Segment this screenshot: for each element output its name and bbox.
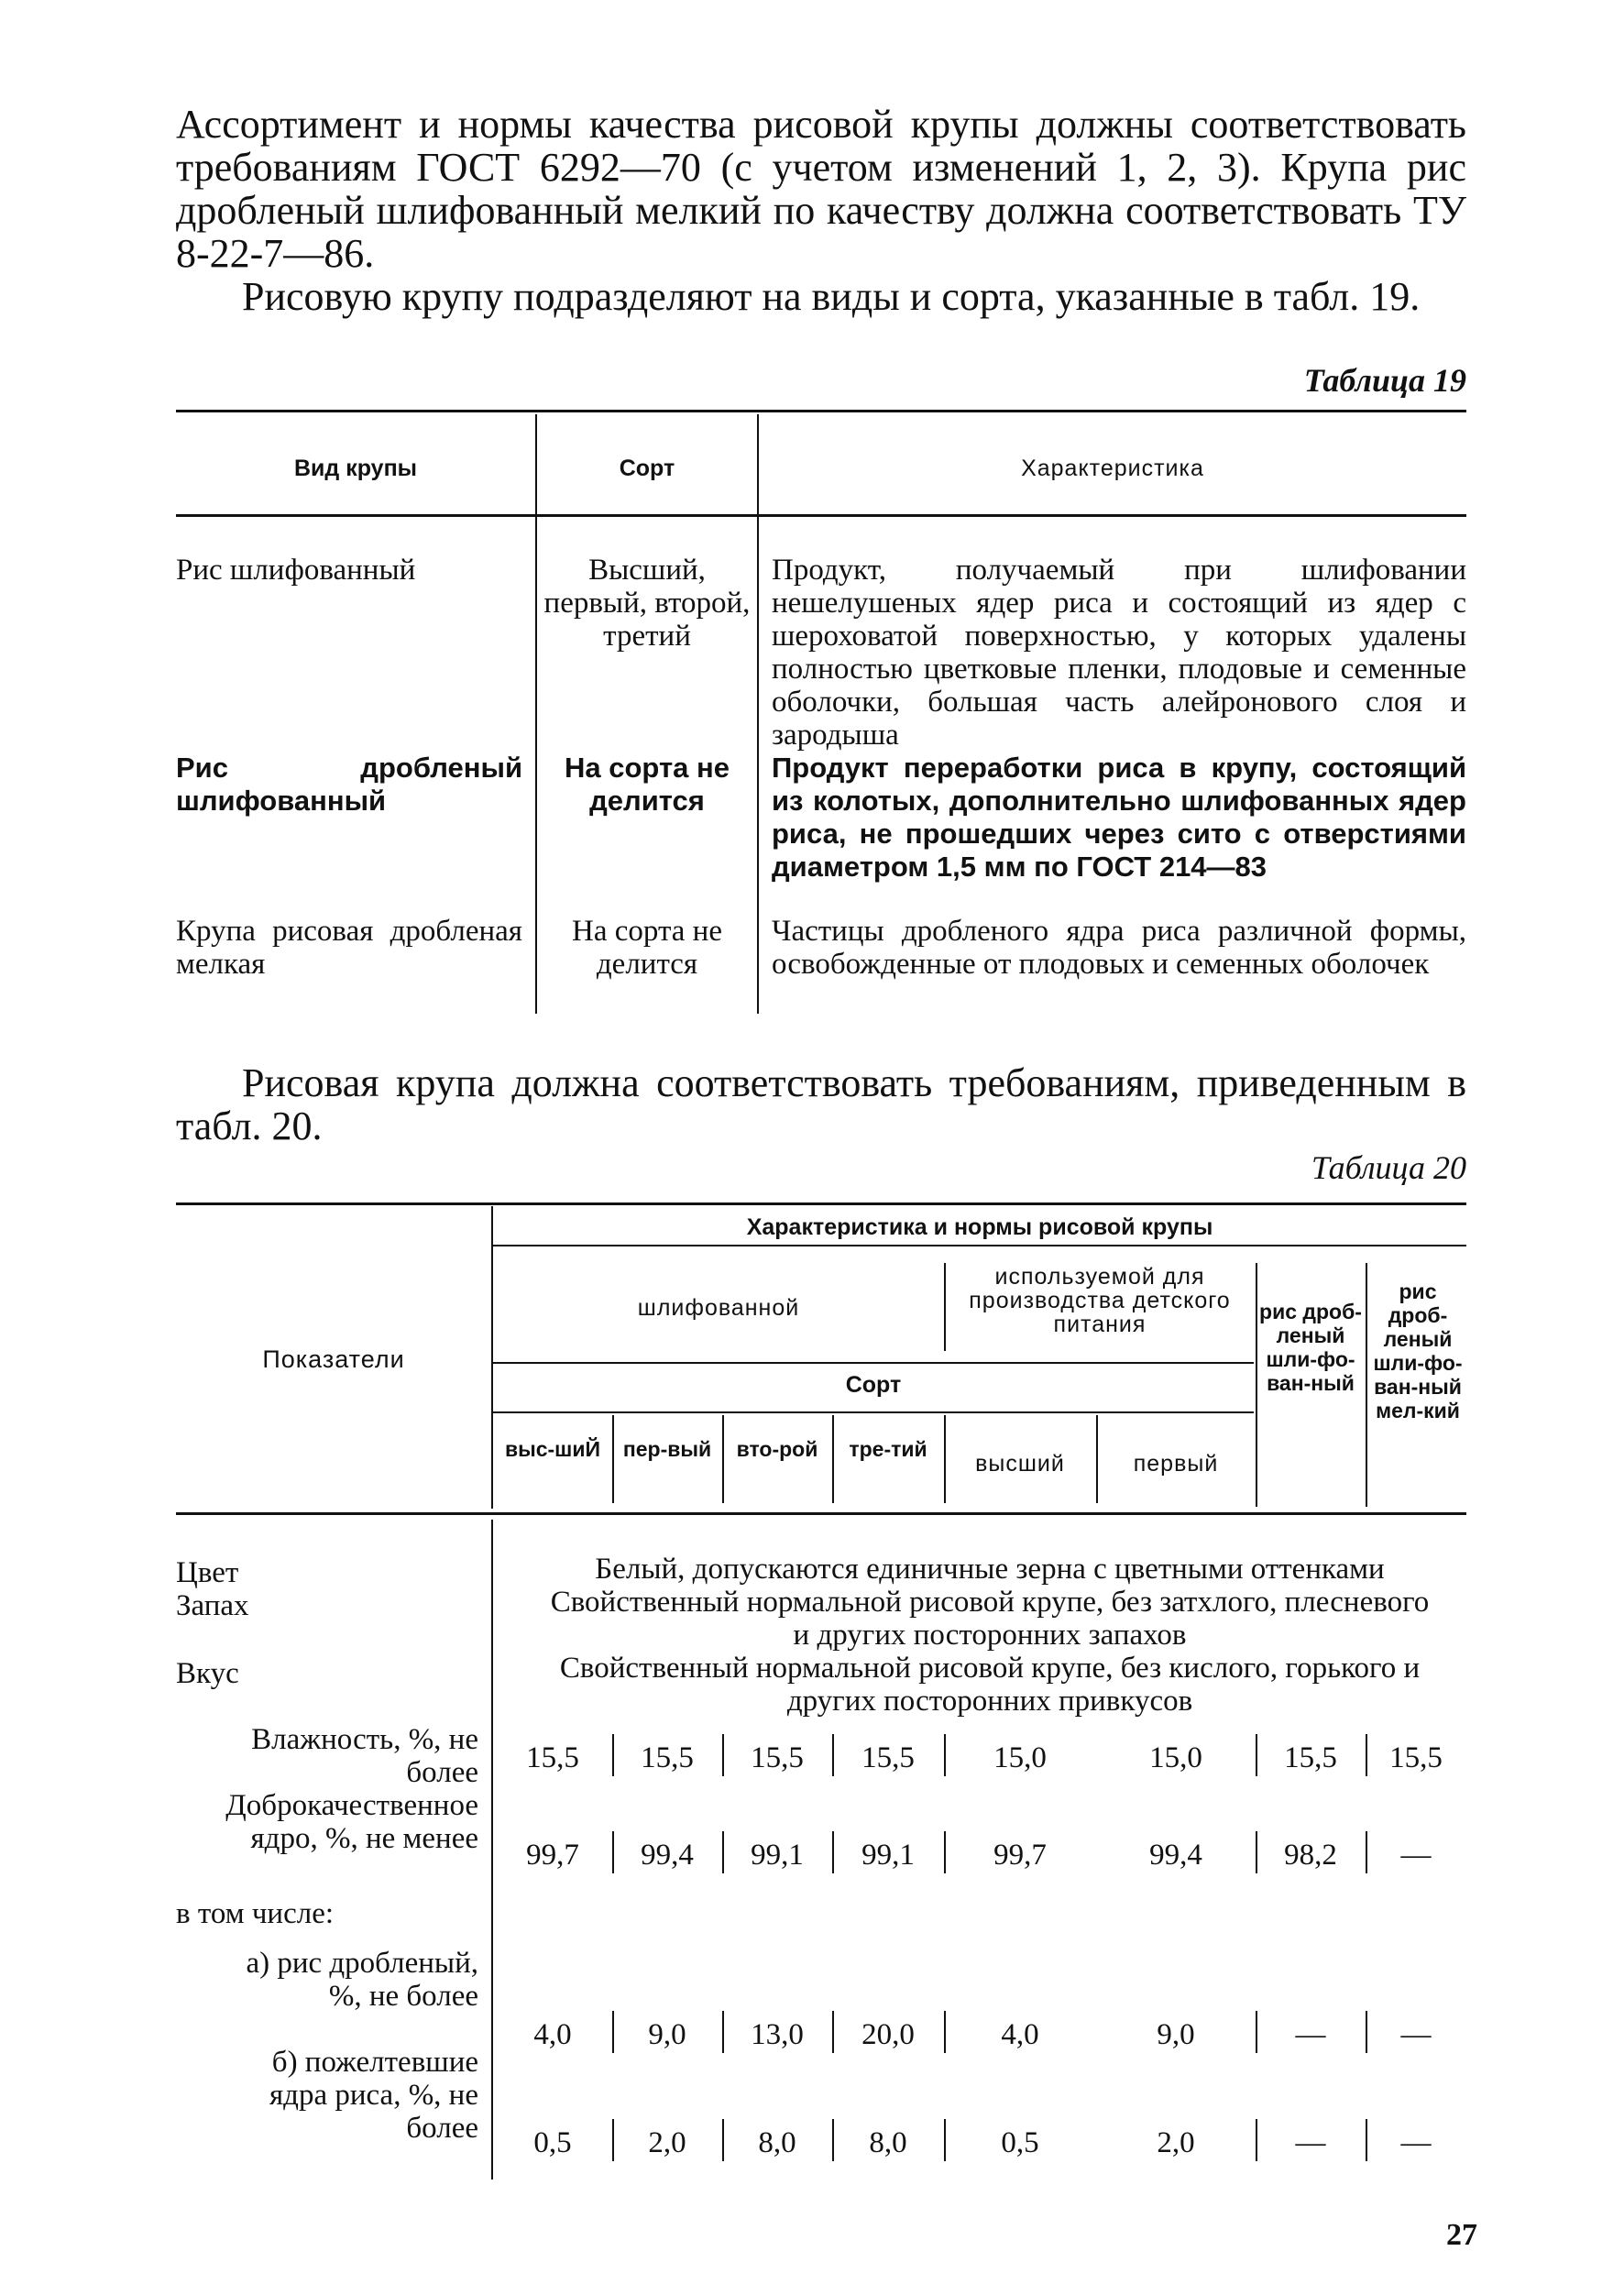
page-number: 27 xyxy=(1446,2218,1477,2252)
table20-header-grade: Сорт xyxy=(845,1372,902,1398)
value-broken-col3: 13,0 xyxy=(751,2018,804,2051)
grade-col-3: вто-рой xyxy=(736,1437,818,1461)
value-moisture-col1: 15,5 xyxy=(526,1741,579,1774)
table19-top-rule xyxy=(176,410,1466,412)
value-good-kernel-col2: 99,4 xyxy=(641,1839,694,1872)
value-broken-col8: — xyxy=(1400,2018,1432,2051)
value-good-kernel-col1: 99,7 xyxy=(526,1839,579,1872)
grade-col-6: первый xyxy=(1133,1451,1219,1477)
table19-row1-kind: Рис шлифованный xyxy=(176,554,416,587)
grade-col-4: тре-тий xyxy=(849,1437,927,1461)
value-good-kernel-col8: — xyxy=(1400,1839,1432,1872)
value-moisture-col8: 15,5 xyxy=(1389,1741,1443,1774)
value-yellow-col5: 0,5 xyxy=(1001,2126,1039,2159)
table20-top-rule xyxy=(176,1202,1466,1205)
taste-value: Свойственный нормальной рисовой крупе, без кислого, горького и других посторонних привкусов xyxy=(559,1652,1421,1718)
color-label: Цвет xyxy=(176,1556,239,1589)
color-value: Белый, допускаются единичные зерна с цветными оттенками xyxy=(595,1553,1385,1586)
smell-label: Запах xyxy=(176,1589,249,1622)
value-good-kernel-col6: 99,4 xyxy=(1149,1839,1202,1872)
grade-col-5: высший xyxy=(975,1451,1065,1477)
value-yellow-col6: 2,0 xyxy=(1157,2126,1195,2159)
yellow-label: б) пожелтевшие ядра риса, %, не более xyxy=(269,2046,478,2145)
table19-header-grade: Сорт xyxy=(619,456,675,481)
table19-row3-grade: На сорта не делится xyxy=(572,915,722,981)
value-moisture-col2: 15,5 xyxy=(641,1741,694,1774)
table19-row2-desc: Продукт переработки риса в крупу, состоящий из колотых, дополнительно шлифованных ядер риса, не прошедших через сито с отверстиями диаметром 1,5 мм по ГОСТ 214—83 xyxy=(772,752,1466,883)
smell-value: Свойственный нормальной рисовой крупе, без затхлого, плесневого и других посторонних запахов xyxy=(550,1586,1430,1652)
table19-row1-desc: Продукт, получаемый при шлифовании нешелушеных ядер риса и состоящий из ядер с шероховатой поверхностью, у которых удалены полностью цветковые пленки, плодовые и семенные оболочки, большая часть алейронового слоя и зародыша xyxy=(772,554,1466,752)
value-broken-col4: 20,0 xyxy=(861,2018,915,2051)
value-good-kernel-col5: 99,7 xyxy=(993,1839,1047,1872)
table19-row1-grade: Высший, первый, второй, третий xyxy=(543,554,751,653)
value-yellow-col7: — xyxy=(1295,2126,1326,2159)
value-moisture-col5: 15,0 xyxy=(993,1741,1047,1774)
table20-header-polished: шлифованной xyxy=(637,1295,800,1321)
table19-header-characteristic: Характеристика xyxy=(1021,456,1204,481)
intro-paragraph-1: Ассортимент и нормы качества рисовой крупы должны соответствовать требованиям ГОСТ 6292—70 (с учетом изменений 1, 2, 3). Крупа рис дробленый шлифованный мелкий по качеству должна соответствовать ТУ 8-22-7—86. xyxy=(176,102,1466,276)
table19-row2-kind: Рис дробленый шлифованный xyxy=(176,752,522,817)
table19-row3-desc: Частицы дробленого ядра риса различной формы, освобожденные от плодовых и семенных оболочек xyxy=(772,915,1466,981)
table20-header-broken-fine: рис дроб-леный шли-фо-ван-ный мел-кий xyxy=(1373,1279,1463,1422)
grade-col-2: пер-вый xyxy=(622,1437,712,1461)
value-good-kernel-col7: 98,2 xyxy=(1284,1839,1337,1872)
table20-header-rule xyxy=(176,1512,1466,1515)
value-yellow-col8: — xyxy=(1400,2126,1432,2159)
value-moisture-col6: 15,0 xyxy=(1149,1741,1202,1774)
table19-header-kind: Вид крупы xyxy=(293,456,418,481)
value-broken-col7: — xyxy=(1295,2018,1326,2051)
value-broken-col2: 9,0 xyxy=(648,2018,686,2051)
table20-caption: Таблица 20 xyxy=(1311,1149,1466,1186)
intro-paragraph-2: Рисовую крупу подразделяют на виды и сорта, указанные в табл. 19. xyxy=(242,274,1421,319)
moisture-label: Влажность, %, не более xyxy=(251,1723,478,1789)
table19-caption: Таблица 19 xyxy=(1303,362,1466,399)
value-moisture-col7: 15,5 xyxy=(1284,1741,1337,1774)
value-yellow-col2: 2,0 xyxy=(648,2126,686,2159)
value-broken-col1: 4,0 xyxy=(533,2018,572,2051)
including-label: в том числе: xyxy=(176,1897,335,1930)
value-yellow-col3: 8,0 xyxy=(758,2126,796,2159)
value-yellow-col1: 0,5 xyxy=(533,2126,572,2159)
good-kernel-label: Доброкачественное ядро, %, не менее xyxy=(225,1789,478,1855)
broken-label: а) рис дробленый, %, не более xyxy=(246,1947,478,2013)
table20-header-main: Характеристика и нормы рисовой крупы xyxy=(746,1214,1213,1240)
value-moisture-col3: 15,5 xyxy=(751,1741,804,1774)
mid-paragraph: Рисовая крупа должна соответствовать требованиям, приведенным в табл. 20. xyxy=(176,1060,1466,1148)
taste-label: Вкус xyxy=(176,1657,239,1690)
value-broken-col6: 9,0 xyxy=(1157,2018,1195,2051)
table19-row3-kind: Крупа рисовая дробленая мелкая xyxy=(176,915,522,981)
value-good-kernel-col4: 99,1 xyxy=(861,1839,915,1872)
value-good-kernel-col3: 99,1 xyxy=(751,1839,804,1872)
table20-header-baby: используемой для производства детского питания xyxy=(969,1264,1231,1337)
table19-row2-grade: На сорта не делится xyxy=(565,752,730,817)
table20-header-indicator: Показатели xyxy=(262,1345,405,1373)
value-yellow-col4: 8,0 xyxy=(869,2126,907,2159)
value-moisture-col4: 15,5 xyxy=(861,1741,915,1774)
value-broken-col5: 4,0 xyxy=(1001,2018,1039,2051)
table19-header-rule xyxy=(176,514,1466,517)
table20-header-broken: рис дроб-леный шли-фо-ван-ный xyxy=(1259,1300,1362,1395)
grade-col-1: выс-шиЙ xyxy=(504,1437,601,1461)
